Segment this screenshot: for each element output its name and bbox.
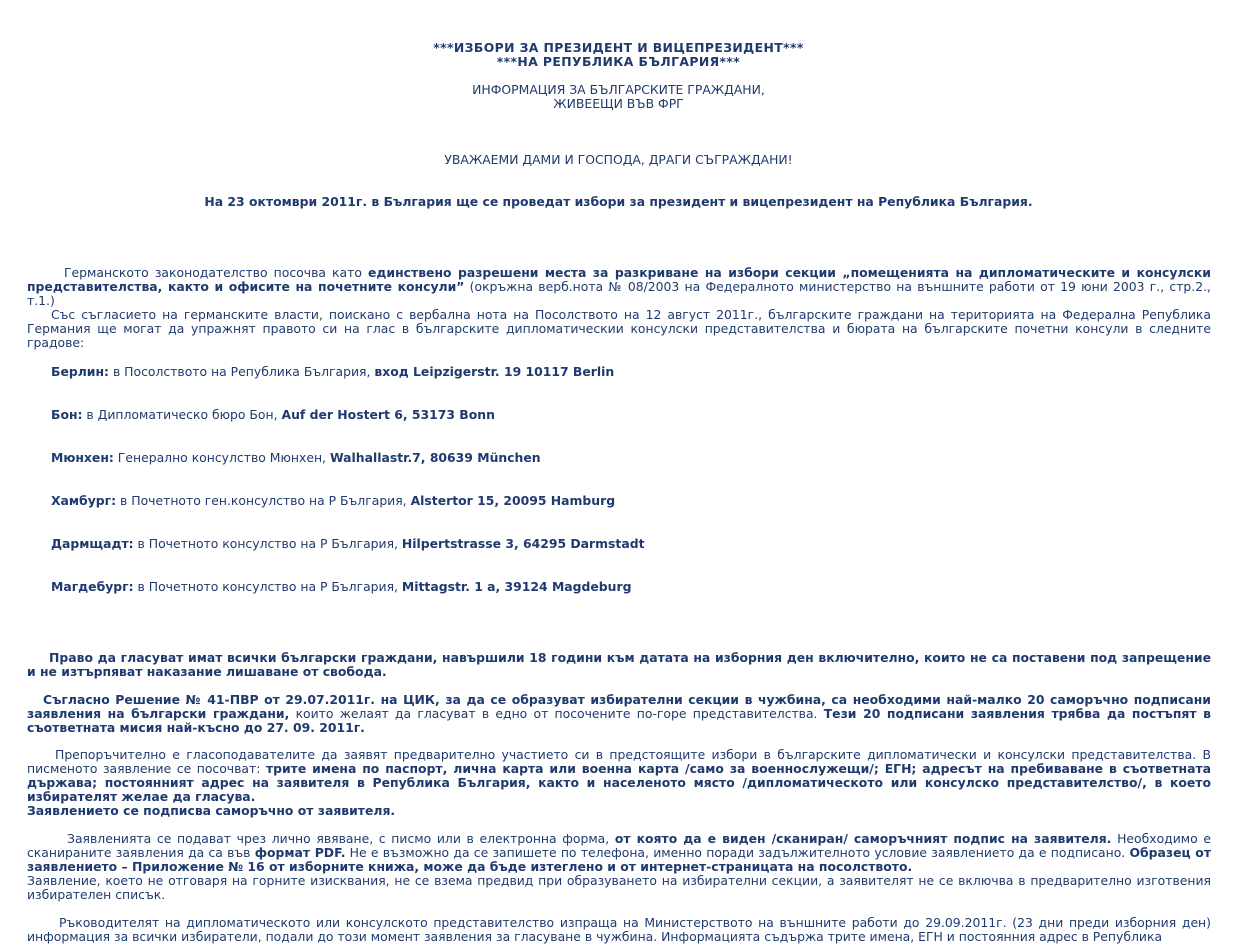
paragraph-text: Със съгласието на германските власти, поискано с вербална нота на Посолството на 12 август 2011г., българските граждани на територията на Федерална Република Германия ще могат да упражнят правото си на глас в българските дипломатическии консулски представителства и бюрата на българските почетни консули в следните градове: (27, 307, 1211, 350)
paragraph-text: Заявленията се подават чрез лично явяване, с писмо или в електронна форма, (67, 831, 615, 846)
paragraph-text: Необходимо е сканираните заявления да са във (27, 831, 1211, 860)
city-description: в Посолството на Република България, (109, 364, 375, 379)
header-title (0, 41, 1237, 69)
paragraph-legislation (27, 266, 1211, 308)
announcement: На 23 октомври 2011г. в България ще се проведат избори за президент и вицепрезидент на Република България. (204, 194, 1033, 209)
city-description: в Дипломатическо бюро Бон, (82, 407, 282, 422)
city-description: в Почетното консулство на Р България, (133, 579, 402, 594)
paragraph-consent (27, 308, 1211, 350)
paragraph-bold-text: от която да е виден /сканиран/ саморъчният подпис на заявителя. (614, 831, 1112, 846)
paragraph-bold-text: Съгласно Решение № 41-ПВР от 29.07.2011г. на ЦИК, за да се образуват избирателни секции в чужбина, са необходими най-малко 20 саморъчно подписани заявления на български граждани, (27, 692, 1211, 721)
paragraph-invalid-application (27, 874, 1211, 902)
paragraph-text: Ръководителят на дипломатическото или консулското представителство изпраща на Министерството на външните работи до 29.09.2011г. (23 дни преди изборния ден) информация за всички избиратели, подали до този момент заявления за гласуване в чужбина. Информацията съдържа трите имена, ЕГН и постоянния адрес в Република (27, 915, 1211, 944)
city-address: Mittagstr. 1 a, 39124 Magdeburg (401, 579, 632, 594)
paragraph-submission (27, 832, 1211, 874)
city-hamburg (51, 494, 615, 508)
paragraph-text: Заявление, което не отговаря на горните изисквания, не се взема предвид при образуването на избирателни секции, а заявителят не се включва в предварително изготвения избирателен списък. (27, 873, 1211, 902)
header-title-line2: ***НА РЕПУБЛИКА БЪЛГАРИЯ*** (496, 54, 741, 69)
paragraph-bold-text: трите имена по паспорт, лична карта или военна карта /само за военнослужещи/; ЕГН; адресът на пребиваване в съответната държава; постоянният адрес на заявителя в Република България, както и населеното място /дипломатическото или консулско представителство/, в което избирателят желае да гласува. (27, 761, 1211, 804)
paragraph-cik-decision (27, 693, 1211, 735)
city-address: вход Leipzigerstr. 19 10117 Berlin (374, 364, 615, 379)
paragraph-bold-text: единствено разрешени места за разкриване на избори секции „помещенията на дипломатическите и консулски представителства, както и офисите на почетните консули” (27, 265, 1211, 294)
paragraph-bold-text: Тези 20 подписани заявления трябва да постъпят в съответната мисия най-късно до 27. 09. 2011г. (27, 706, 1211, 735)
city-address: Auf der Hostert 6, 53173 Bonn (281, 407, 495, 422)
city-name: Дармщадт: (51, 536, 134, 551)
city-bonn (51, 408, 495, 422)
city-address: Alstertor 15, 20095 Hamburg (410, 493, 616, 508)
paragraph-text: Не е възможно да се запишете по телефона, именно поради задължителното условие заявлението да е подписано. (345, 845, 1130, 860)
paragraph-voting-right (27, 651, 1211, 679)
city-munich (51, 451, 541, 465)
city-description: в Почетното ген.консулство на Р България, (116, 493, 411, 508)
header-info (0, 83, 1237, 111)
paragraph-text: Германското законодателство посочва като (64, 265, 369, 280)
paragraph-text: (окръжна верб.нота № 08/2003 на Федералното министерство на външните работи от 19 юни 2003 г., стр.2., т.1.) (27, 279, 1211, 308)
paragraph-signature-note (27, 804, 1211, 818)
city-berlin (51, 365, 614, 379)
paragraph-bold-text: Заявлението се подписва саморъчно от заявителя. (27, 803, 396, 818)
paragraph-bold-text: Образец от заявлението – Приложение № 16 от изборните книжа, може да бъде изтеглено и от интернет-страницата на посолството. (27, 845, 1211, 874)
header-title-line1: ***ИЗБОРИ ЗА ПРЕЗИДЕНТ И ВИЦЕПРЕЗИДЕНТ*** (433, 40, 804, 55)
city-magdeburg (51, 580, 631, 594)
header-info-line2: ЖИВЕЕЩИ ВЪВ ФРГ (553, 96, 684, 111)
city-name: Хамбург: (51, 493, 117, 508)
paragraph-bold-text: Право да гласуват имат всички български граждани, навършили 18 години към датата на изборния ден включително, които не са поставени под запрещение и не изтърпяват наказание лишаване от свобода. (27, 650, 1211, 679)
greeting: УВАЖАЕМИ ДАМИ И ГОСПОДА, ДРАГИ СЪГРАЖДАНИ! (444, 152, 793, 167)
city-darmstadt (51, 537, 645, 551)
city-description: в Почетното консулство на Р България, (133, 536, 402, 551)
city-address: Hilpertstrasse 3, 64295 Darmstadt (401, 536, 645, 551)
paragraph-voter-list (27, 916, 1211, 944)
city-name: Берлин: (51, 364, 109, 379)
header-info-line1: ИНФОРМАЦИЯ ЗА БЪЛГАРСКИТЕ ГРАЖДАНИ, (472, 82, 765, 97)
paragraph-text: които желаят да гласуват в едно от посочените по-горе представителства. (289, 706, 824, 721)
paragraph-bold-text: формат PDF. (254, 845, 346, 860)
city-description: Генерално консулство Мюнхен, (113, 450, 330, 465)
paragraph-text: Препоръчително е гласоподавателите да заявят предварително участието си в предстоящите избори в българските дипломатически и консулски представителства. В писменото заявление се посочват: (27, 747, 1211, 776)
city-name: Магдебург: (51, 579, 134, 594)
city-address: Walhallastr.7, 80639 München (329, 450, 541, 465)
city-name: Мюнхен: (51, 450, 114, 465)
city-name: Бон: (51, 407, 83, 422)
paragraph-application (27, 748, 1211, 804)
